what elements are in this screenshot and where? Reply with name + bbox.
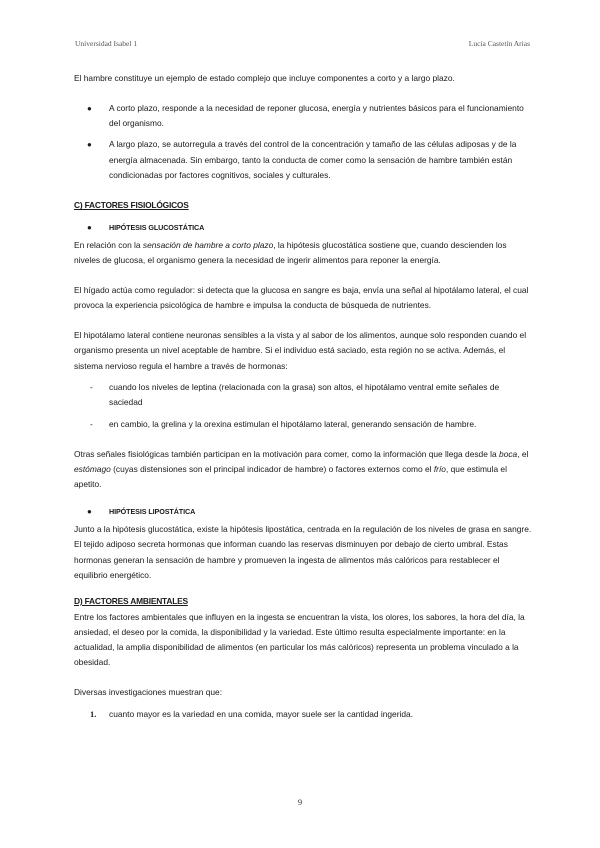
dash-text: en cambio, la grelina y la orexina estimulan el hipotálamo lateral, generando sensación de hambre. xyxy=(109,418,477,429)
intro-bullet-long-term xyxy=(74,137,532,183)
dash-marker: - xyxy=(90,381,93,392)
dash-marker: - xyxy=(90,418,93,429)
glucostatic-paragraph-2: El hígado actúa como regulador: si detecta que la glucosa en sangre es baja, envía una señal al hipotálamo lateral, el cual provoca la experiencia psicológica de hambre e impulsa la conducta de búsqueda de nutrientes. xyxy=(74,284,529,311)
emphasis-text: sensación de hambre a corto plazo xyxy=(142,239,274,250)
bullet-marker: ● xyxy=(87,222,92,232)
glucostatic-paragraph-3: El hipotálamo lateral contiene neuronas sensibles a la vista y al sabor de los alimentos, aunque solo responden cuando el organismo presenta un nivel aceptable de hambre. Si el individuo está saciado, esta región no se activa. Además, el sistema nervioso regula el hambre a través de hormonas: xyxy=(74,330,527,371)
hormone-item-ghrelin xyxy=(74,417,532,432)
environmental-paragraph-1: Entre los factores ambientales que influyen en la ingesta se encuentran la vista, los olores, los sabores, la hora del día, la ansiedad, el deseo por la comida, la disponibilidad y la variedad. Este último resulta especialmente importante: en la actualidad, la amplia disponibilidad de alimentos (en particular los más calóricos) representa un problema vinculado a la obesidad. xyxy=(74,611,525,668)
subsection-lipostatic-title xyxy=(74,504,532,519)
number-marker: 1. xyxy=(90,708,97,719)
intro-paragraph: El hambre constituye un ejemplo de estado complejo que incluye componentes a corto y a largo plazo. xyxy=(74,73,455,83)
page-number: 9 xyxy=(297,797,303,807)
text-run: , la hipótesis glucostática sostiene que, cuando descienden los niveles de glucosa, el organismo genera la necesidad de ingerir alimentos para reponer la energía. xyxy=(74,239,507,266)
bullet-marker: ● xyxy=(87,506,92,516)
glucostatic-paragraph-4 xyxy=(74,447,532,493)
bullet-text: A largo plazo, se autorregula a través del control de la concentración y tamaño de las células adiposas y de la energía almacenada. Sin embargo, tanto la conducta de comer como la sensación de hambre también están condicionadas por factores cognitivos, sociales y culturales. xyxy=(109,139,517,180)
bullet-text: A corto plazo, responde a la necesidad de reponer glucosa, energía y nutrientes básicos para el funcionamiento del organismo. xyxy=(109,102,524,129)
text-run: En relación con la xyxy=(74,239,143,250)
text-run: (cuyas distensiones son el principal indicador de hambre) o factores externos como el xyxy=(110,464,434,475)
emphasis-text: boca xyxy=(499,448,518,459)
subsection-label: HIPÓTESIS LIPOSTÁTICA xyxy=(109,506,196,516)
numbered-item-1 xyxy=(74,707,532,722)
page-content xyxy=(74,71,532,722)
bullet-marker: ● xyxy=(87,140,92,150)
emphasis-text: frío xyxy=(433,464,446,475)
header-university: Universidad Isabel 1 xyxy=(75,39,138,48)
emphasis-text: estómago xyxy=(74,464,111,475)
lipostatic-paragraph: Junto a la hipótesis glucostática, existe la hipótesis lipostática, centrada en la regulación de los niveles de grasa en sangre. El tejido adiposo secreta hormonas que informan cuando las reservas disminuyen por debajo de cierto umbral. Estas hormonas generan la sensación de hambre y promueven la ingesta de alimentos más calóricos para restablecer el equilibrio energético. xyxy=(74,524,532,580)
text-run: , el xyxy=(517,448,529,459)
hormone-item-leptin xyxy=(74,380,532,411)
header-author: Lucía Castetín Arias xyxy=(468,39,530,48)
subsection-glucostatic-title xyxy=(74,220,532,235)
text-run: , que estimula el apetito. xyxy=(74,464,507,490)
section-c-title: C) FACTORES FISIOLÓGICOS xyxy=(74,200,189,211)
numbered-text: cuanto mayor es la variedad en una comida, mayor suele ser la cantidad ingerida. xyxy=(109,708,413,719)
environmental-paragraph-2: Diversas investigaciones muestran que: xyxy=(74,687,223,698)
glucostatic-paragraph-1 xyxy=(74,238,532,269)
text-run: Otras señales fisiológicas también participan en la motivación para comer, como la información que llega desde la xyxy=(74,448,500,459)
bullet-marker: ● xyxy=(87,103,92,113)
intro-bullet-short-term xyxy=(74,101,532,132)
subsection-label: HIPÓTESIS GLUCOSTÁTICA xyxy=(109,222,205,232)
dash-text: cuando los niveles de leptina (relacionada con la grasa) son altos, el hipotálamo ventral emite señales de saciedad xyxy=(109,381,500,408)
section-d-title: D) FACTORES AMBIENTALES xyxy=(74,596,188,607)
